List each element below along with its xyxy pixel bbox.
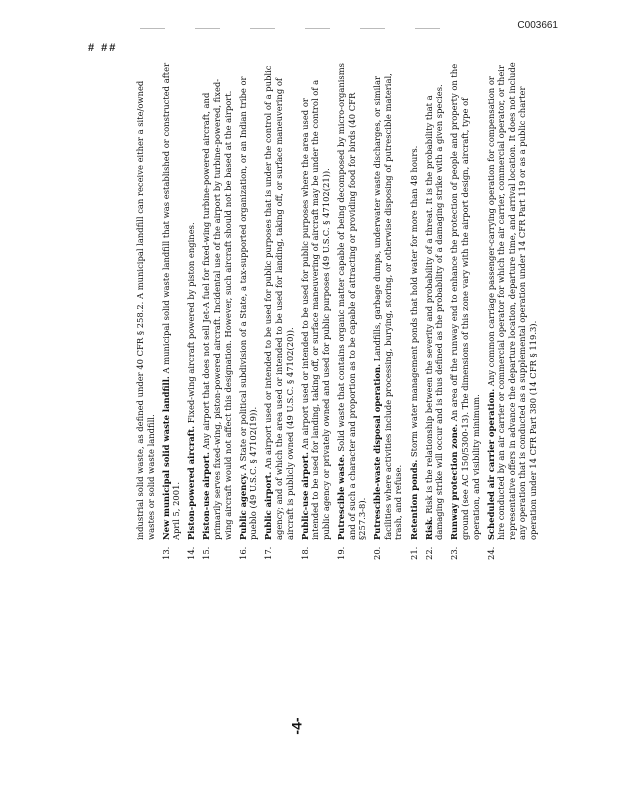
definition-item (409, 60, 420, 560)
definition-text: Any common carriage passenger-carrying operation for compensation or hire conducted by an air carrier or commercial operator for which the air carrier, commercial operator, or their representative offers in advance the departure location, departure time, and arrival location. It does not include any operation that is conducted as a supplemental operation under 14 CFR Part 119 or as a public charter operation under 14 CFR Part 380 (14 CFR § 119.3). (485, 62, 538, 540)
definition-text: A municipal solid waste landfill that was established or constructed after April 5, 2001. (160, 62, 182, 540)
definition-text: An area off the runway end to enhance the protection of people and property on the ground (see AC 150/5300-13). The dimensions of this zone vary with the airport design, aircraft, type of operation, and visibility minimum. (449, 63, 481, 540)
definition-term: Putrescible waste. (336, 454, 346, 540)
definition-body (336, 60, 368, 540)
definition-item (336, 60, 368, 560)
definitions-list (135, 60, 539, 560)
definition-item (424, 60, 445, 560)
definition-text: Risk is the relationship between the severity and probability of a threat. It is the probability that a damaging strike will occur and is thus defined as the probability of a damaging strike with a given species. (423, 84, 445, 540)
definition-term: Putrescible-waste disposal operation. (372, 364, 383, 540)
definition-number: 17. (263, 546, 274, 560)
definition-body (486, 60, 539, 540)
definition-number: 19. (336, 546, 346, 560)
definition-number: 13. (160, 546, 171, 560)
definition-number (135, 540, 156, 560)
definition-body (300, 60, 332, 540)
definition-text: An airport used or intended to be used for public purposes that is under the control of a public agency; and of which the area used or intended to be used for landing, taking off, or surface maneuvering of aircraft is publicly owned (49 U.S.C. § 47102(20)). (263, 65, 295, 540)
definition-term: Piston-powered aircraft. (186, 425, 197, 540)
definition-text: A State or political subdivision of a State, a tax-supported organization, or an Indian tribe or pueblo (49 U.S.C. § 47102(19)). (237, 76, 259, 540)
definition-number: 16. (237, 546, 248, 560)
rotated-page-body (135, 60, 538, 560)
definition-term: Public airport. (263, 471, 274, 540)
definition-body (409, 60, 420, 540)
definition-item (135, 60, 156, 560)
definition-term: New municipal solid waste landfill. (160, 376, 171, 540)
faint-header-rule (140, 28, 440, 29)
definition-number: 24. (485, 546, 496, 560)
definition-body (449, 60, 481, 540)
definition-text: industrial solid waste, as defined under 40 CFR § 258.2. A municipal landfill can receive either a site/owned wastes or solid waste landfill. (135, 80, 156, 540)
definition-text: Fixed-wing aircraft powered by piston engines. (186, 222, 197, 424)
definition-term: Public-use airport. (299, 452, 310, 540)
definition-text: An airport used or intended to be used for public purposes where the area used or intended to be used for landing, taking off, or surface maneuvering of aircraft may be under the control of a public agency or privately owned and used for public purposes (49 U.S.C. § 47102(21)). (299, 79, 331, 540)
definition-item (161, 60, 182, 560)
definition-text: Landfills, garbage dumps, underwater waste discharges, or similar facilities where activities include processing, burying, storing, or otherwise disposing of putrescible material, trash, and refuse. (372, 73, 404, 540)
definition-item (372, 60, 404, 560)
definition-number: 21. (408, 546, 419, 560)
definition-body (135, 60, 156, 540)
header-marks: # ## (88, 42, 118, 54)
definition-text: Storm water management ponds that hold water for more than 48 hours. (408, 145, 419, 458)
definition-number: 20. (372, 546, 383, 560)
document-id: C003661 (517, 20, 558, 31)
definition-item (300, 60, 332, 560)
definition-term: Risk. (423, 516, 434, 540)
definition-text: Any airport that does not sell Jet-A fuel for fixed-wing turbine-powered aircraft, and primarily serves fixed-wing, piston-powered aircraft. Incidental use of the airport by turbine-powered, fixed-wing aircraft would not affect this designation. However, such aircraft should not be based at the airport. (201, 78, 233, 540)
definition-term: Retention ponds. (408, 459, 419, 540)
page-number: -4- (288, 717, 305, 735)
definition-term: Piston-use airport. (201, 452, 212, 540)
definition-number: 14. (186, 546, 197, 560)
definition-text: Solid waste that contains organic matter capable of being decomposed by micro-organisms and of such a character and proportion as to be capable of attracting or providing food for birds (40 CFR §257.3-8). (336, 63, 368, 540)
definition-body (238, 60, 259, 540)
definition-body (424, 60, 445, 540)
definition-term: Scheduled air carrier operation. (485, 388, 496, 540)
definition-body (186, 60, 197, 540)
definition-body (201, 60, 233, 540)
definition-body (263, 60, 295, 540)
definition-item (186, 60, 197, 560)
definition-body (161, 60, 182, 540)
definition-item (238, 60, 259, 560)
definition-term: Public agency. (237, 472, 248, 540)
definition-number: 23. (449, 546, 460, 560)
definition-body (372, 60, 404, 540)
definition-number: 18. (299, 546, 310, 560)
definition-number: 22. (423, 546, 434, 560)
definition-term: Runway protection zone. (449, 423, 460, 540)
definition-item (263, 60, 295, 560)
definition-number: 15. (201, 546, 212, 560)
definition-item (201, 60, 233, 560)
definition-item (486, 60, 539, 560)
definition-item (449, 60, 481, 560)
